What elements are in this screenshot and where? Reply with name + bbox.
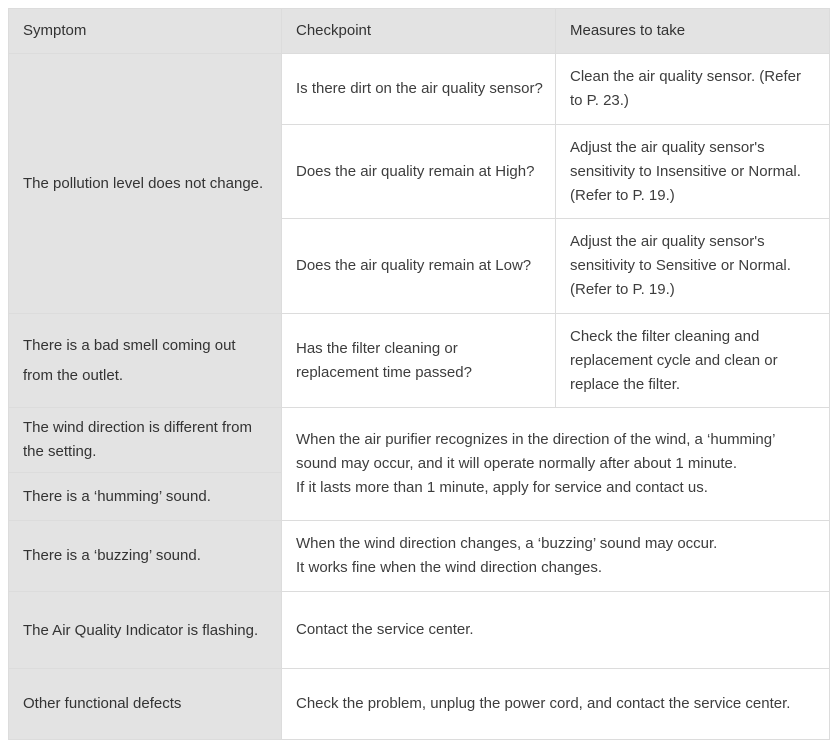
measure-cell: Clean the air quality sensor. (Refer to P. 23.) <box>556 54 830 125</box>
symptom-other: Other functional defects <box>9 669 282 740</box>
measure-wind-cell <box>282 408 830 521</box>
table-row <box>9 521 830 592</box>
table-row <box>9 314 830 408</box>
measure-buzzing-cell <box>282 521 830 592</box>
header-checkpoint: Checkpoint <box>282 9 556 54</box>
troubleshooting-table <box>8 8 830 740</box>
symptom-buzzing: There is a ‘buzzing’ sound. <box>9 521 282 592</box>
checkpoint-cell: Does the air quality remain at Low? <box>282 219 556 314</box>
measure-other: Check the problem, unplug the power cord, and contact the service center. <box>282 669 830 740</box>
symptom-indicator: The Air Quality Indicator is flashing. <box>9 592 282 669</box>
measure-cell: Adjust the air quality sensor's sensitivity to Insensitive or Normal. (Refer to P. 19.) <box>556 125 830 219</box>
measure-buzzing-line2: It works fine when the wind direction changes. <box>296 559 602 576</box>
measure-wind-line2: If it lasts more than 1 minute, apply for service and contact us. <box>296 479 708 496</box>
symptom-pollution: The pollution level does not change. <box>9 54 282 314</box>
table-row <box>9 54 830 125</box>
symptom-wind-direction: The wind direction is different from the setting. <box>9 408 282 473</box>
measure-wind-line1: When the air purifier recognizes in the direction of the wind, a ‘humming’ sound may occur, and it will operate normally after about 1 minute. <box>296 431 775 472</box>
header-row <box>9 9 830 54</box>
measure-buzzing-line1: When the wind direction changes, a ‘buzzing’ sound may occur. <box>296 535 718 552</box>
header-symptom: Symptom <box>9 9 282 54</box>
measure-cell: Adjust the air quality sensor's sensitivity to Sensitive or Normal. (Refer to P. 19.) <box>556 219 830 314</box>
table-row <box>9 669 830 740</box>
header-measures: Measures to take <box>556 9 830 54</box>
checkpoint-cell: Has the filter cleaning or replacement time passed? <box>282 314 556 408</box>
table-row <box>9 408 830 473</box>
checkpoint-cell: Does the air quality remain at High? <box>282 125 556 219</box>
table-row <box>9 592 830 669</box>
symptom-humming: There is a ‘humming’ sound. <box>9 473 282 521</box>
measure-indicator: Contact the service center. <box>282 592 830 669</box>
measure-cell: Check the filter cleaning and replacement cycle and clean or replace the filter. <box>556 314 830 408</box>
symptom-smell: There is a bad smell coming out from the outlet. <box>9 314 282 408</box>
checkpoint-cell: Is there dirt on the air quality sensor? <box>282 54 556 125</box>
